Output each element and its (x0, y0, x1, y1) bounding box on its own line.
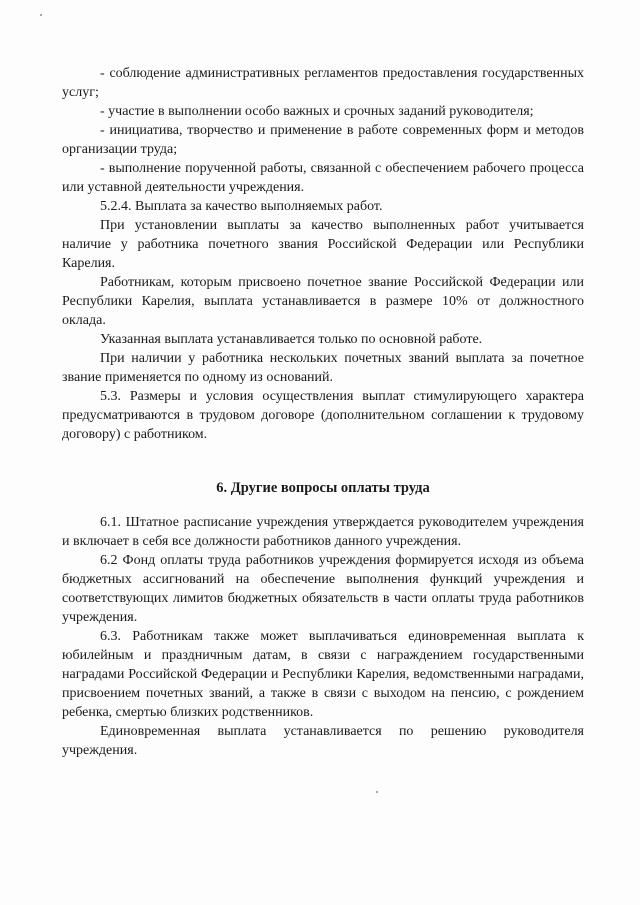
paragraph: - выполнение порученной работы, связанной с обеспечением рабочего процесса или уставной деятельности учреждения. (62, 161, 584, 195)
paragraph: 5.2.4. Выплата за качество выполняемых работ. (100, 199, 383, 214)
paragraph: - инициатива, творчество и применение в работе современных форм и методов организации труда; (62, 123, 584, 157)
section-heading: 6. Другие вопросы оплаты труда (216, 480, 430, 496)
scan-speck (376, 791, 378, 793)
section-spacer (62, 444, 584, 479)
paragraph: - соблюдение административных регламентов предоставления государственных услуг; (62, 66, 584, 100)
paragraph: При наличии у работника нескольких почетных званий выплата за почетное звание применяется по одному из оснований. (62, 351, 584, 385)
paragraph: Указанная выплата устанавливается только по основной работе. (100, 332, 483, 347)
paragraph: 6.1. Штатное расписание учреждения утверждается руководителем учреждения и включает в себя все должности работников данного учреждения. (62, 515, 584, 549)
paragraph: 6.2 Фонд оплаты труда работников учреждения формируется исходя из объема бюджетных ассигнований на обеспечение выполнения функций учреждения и соответствующих лимитов бюджетных обязательств в части оплаты труда работников учреждения. (62, 553, 584, 625)
paragraph: - участие в выполнении особо важных и срочных заданий руководителя; (100, 104, 534, 119)
document-body (62, 64, 584, 760)
paragraph: При установлении выплаты за качество выполненных работ учитывается наличие у работника почетного звания Российской Федерации или Республики Карелия. (62, 218, 584, 271)
paragraph: 5.3. Размеры и условия осуществления выплат стимулирующего характера предусматриваются в трудовом договоре (дополнительном соглашении к трудовому договору) с работником. (62, 389, 584, 442)
paragraph: 6.3. Работникам также может выплачиваться единовременная выплата к юбилейным и праздничным датам, в связи с награждением государственными наградами Российской Федерации и Республики Карелия, ведомственными наградами, присвоением почетных званий, а также в связи с выходом на пенсию, с рождением ребенка, смертью близких родственников. (62, 629, 584, 720)
paragraph: Работникам, которым присвоено почетное звание Российской Федерации или Республики Карелия, выплата устанавливается в размере 10% от должностного оклада. (62, 275, 584, 328)
paragraph: Единовременная выплата устанавливается по решению руководителя учреждения. (62, 724, 584, 758)
scan-speck (40, 14, 42, 16)
